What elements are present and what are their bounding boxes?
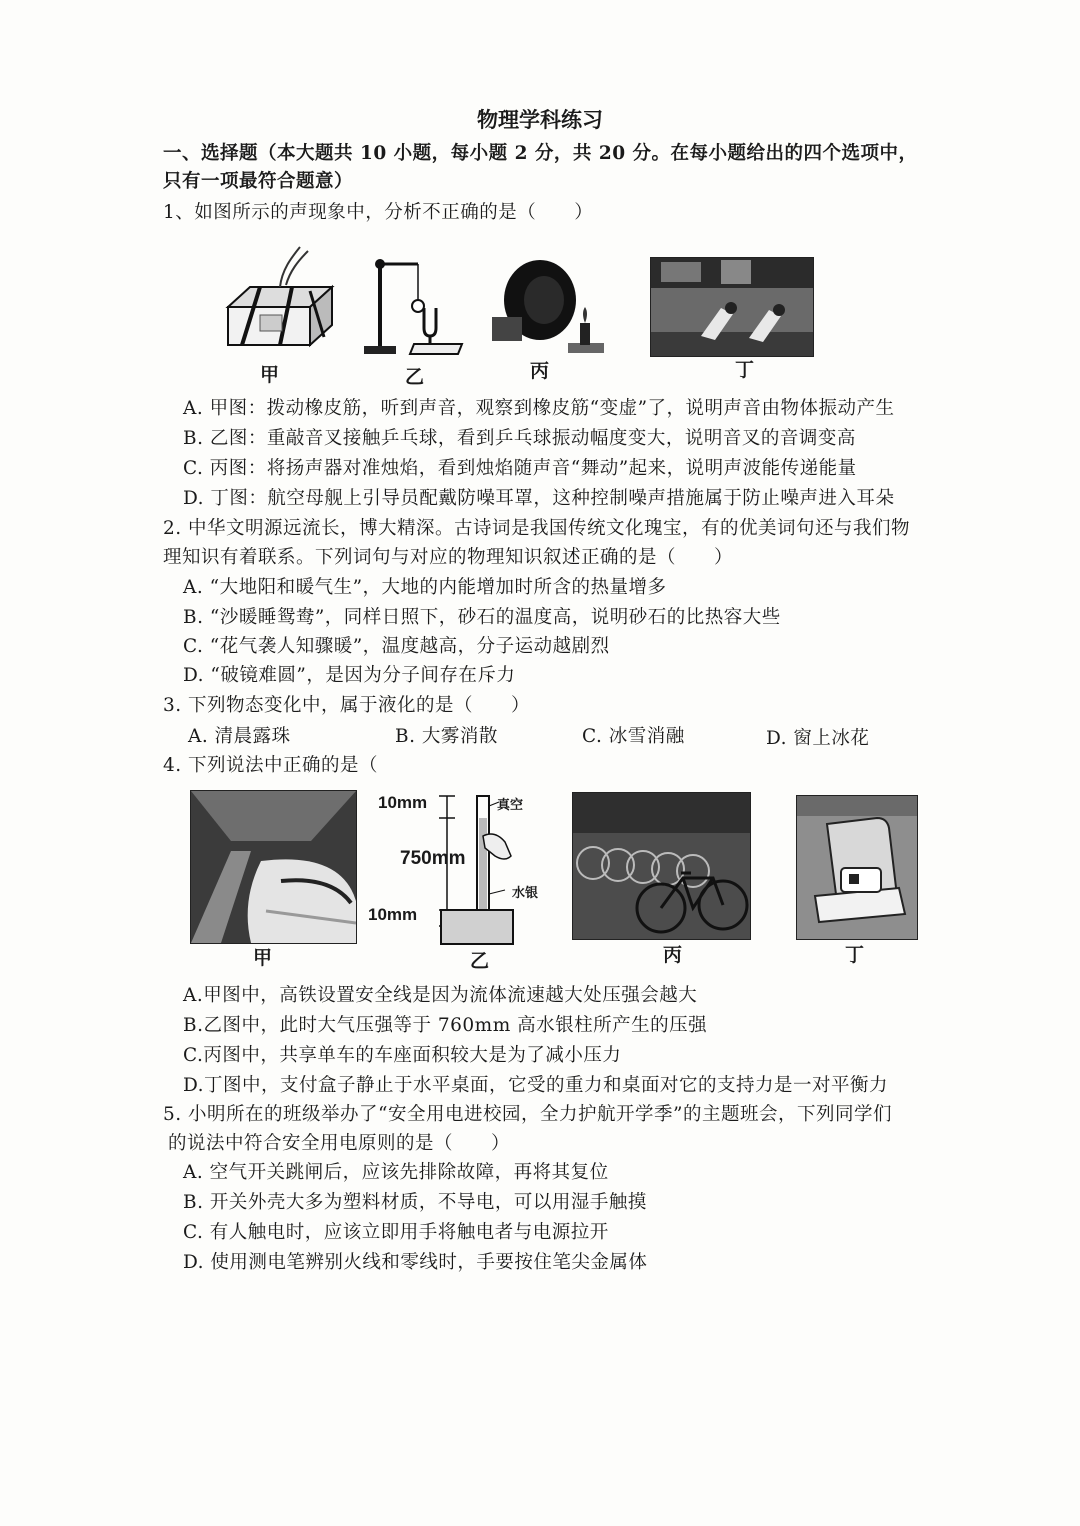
q4-figure-bikes-photo — [572, 792, 751, 940]
q4-option-c: C.丙图中，共享单车的车座面积较大是为了减小压力 — [183, 1045, 622, 1066]
q4-caption-jia: 甲 — [253, 947, 273, 969]
q4-label-10mm-bottom: 10mm — [368, 905, 418, 924]
question-2-stem-line2: 理知识有着联系。下列词句与对应的物理知识叙述正确的是（ ） — [163, 547, 734, 568]
q2-option-a: A. “大地阳和暖气生”，大地的内能增加时所含的热量增多 — [183, 577, 667, 598]
q5-option-c: C. 有人触电时，应该立即用手将触电者与电源拉开 — [183, 1222, 609, 1243]
q1-caption-jia: 甲 — [260, 364, 280, 386]
q4-option-b: B.乙图中，此时大气压强等于 760mm 高水银柱所产生的压强 — [183, 1015, 708, 1036]
q5-option-d: D. 使用测电笔辨别火线和零线时，手要按住笔尖金属体 — [183, 1252, 648, 1273]
question-2-stem-line1: 2. 中华文明源远流长，博大精深。古诗词是我国传统文化瑰宝，有的优美词句还与我们物 — [163, 518, 911, 539]
q4-label-10mm-top: 10mm — [378, 793, 428, 812]
q1-option-d: D. 丁图：航空母舰上引导员配戴防噪耳罩，这种控制噪声措施属于防止噪声进入耳朵 — [183, 488, 895, 509]
q5-option-b: B. 开关外壳大多为塑料材质，不导电，可以用湿手触摸 — [183, 1192, 647, 1213]
q4-figure-payment-box-photo — [796, 795, 918, 940]
q1-option-b: B. 乙图：重敲音叉接触乒乓球，看到乒乓球振动幅度变大，说明音叉的音调变高 — [183, 428, 856, 449]
q1-option-a: A. 甲图：拨动橡皮筋，听到声音，观察到橡皮筋“变虚”了，说明声音由物体振动产生 — [183, 398, 895, 419]
question-5-stem-line2: 的说法中符合安全用电原则的是（ ） — [168, 1133, 511, 1154]
q4-label-vacuum: 真空 — [497, 798, 524, 813]
q3-option-b: B. 大雾消散 — [395, 726, 498, 747]
q4-option-a: A.甲图中，高铁设置安全线是因为流体流速越大处压强会越大 — [183, 985, 698, 1006]
q3-option-a: A. 清晨露珠 — [188, 726, 291, 747]
q3-option-c: C. 冰雪消融 — [582, 726, 685, 747]
q4-figure-barometer — [365, 790, 555, 950]
q3-option-d: D. 窗上冰花 — [766, 728, 870, 749]
page-title: 物理学科练习 — [477, 107, 603, 132]
q1-caption-yi: 乙 — [405, 366, 425, 388]
q4-label-mercury: 水银 — [512, 886, 539, 901]
q2-option-d: D. “破镜难圆”，是因为分子间存在斥力 — [183, 665, 516, 686]
q2-option-c: C. “花气袭人知骤暖”，温度越高，分子运动越剧烈 — [183, 636, 610, 657]
section-heading-line2: 只有一项最符合题意） — [163, 171, 354, 192]
q1-figure-rubber-band-box — [220, 245, 340, 355]
q1-option-c: C. 丙图：将扬声器对准烛焰，看到烛焰随声音“舞动”起来，说明声波能传递能量 — [183, 458, 857, 479]
question-3-stem: 3. 下列物态变化中，属于液化的是（ ） — [163, 695, 531, 716]
q1-figure-tuning-fork — [358, 250, 468, 360]
question-5-stem-line1: 5. 小明所在的班级举办了“安全用电进校园，全力护航开学季”的主题班会，下列同学们 — [163, 1104, 892, 1125]
q4-option-d: D.丁图中，支付盒子静止于水平桌面，它受的重力和桌面对它的支持力是一对平衡力 — [183, 1075, 889, 1096]
question-4-stem: 4. 下列说法中正确的是（ — [163, 755, 379, 776]
q1-figure-speaker-candle — [490, 255, 610, 355]
q1-figure-carrier-photo — [650, 257, 814, 357]
q4-caption-yi: 乙 — [470, 950, 490, 972]
q4-caption-bing: 丙 — [663, 944, 683, 966]
section-heading-line1: 一、选择题（本大题共 10 小题，每小题 2 分，共 20 分。在每小题给出的四个选项中， — [163, 143, 918, 164]
q4-caption-ding: 丁 — [845, 944, 865, 966]
q1-caption-ding: 丁 — [735, 359, 755, 381]
q5-option-a: A. 空气开关跳闸后，应该先排除故障，再将其复位 — [183, 1162, 609, 1183]
q2-option-b: B. “沙暖睡鸳鸯”，同样日照下，砂石的温度高，说明砂石的比热容大些 — [183, 607, 781, 628]
q4-label-750mm: 750mm — [400, 848, 466, 869]
q4-figure-train-photo — [190, 790, 357, 944]
question-1-stem: 1、如图所示的声现象中，分析不正确的是（ ） — [163, 202, 594, 223]
q1-caption-bing: 丙 — [530, 360, 550, 382]
